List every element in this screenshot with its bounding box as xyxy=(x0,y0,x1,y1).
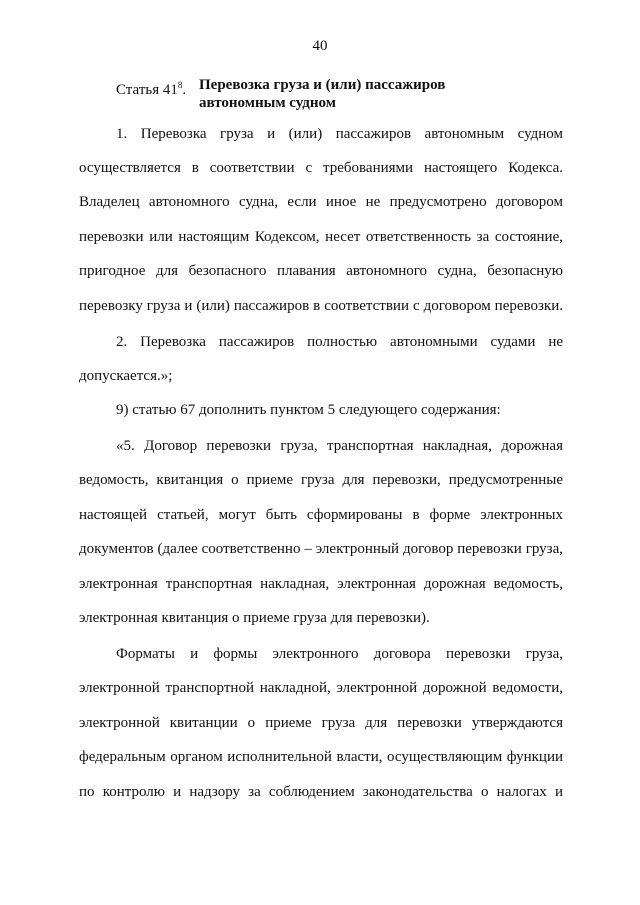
text-line: 9) статью 67 дополнить пунктом 5 следующего содержания: xyxy=(116,402,501,418)
text-line: перевозки или настоящим Кодексом, несет ответственность за состояние, xyxy=(79,229,563,245)
text-line: допускается.»; xyxy=(79,368,173,384)
text-line: Владелец автономного судна, если иное не предусмотрено договором xyxy=(79,194,563,210)
article-heading xyxy=(116,76,459,112)
text-line: перевозку груза и (или) пассажиров в соответствии с договором перевозки. xyxy=(79,298,563,314)
text-line: пригодное для безопасного плавания автономного судна, безопасную xyxy=(79,263,563,279)
text-line: 2. Перевозка пассажиров полностью автономными судами не xyxy=(116,334,563,350)
text-line: Форматы и формы электронного договора перевозки груза, xyxy=(116,646,563,662)
text-line: ведомость, квитанция о приеме груза для перевозки, предусмотренные xyxy=(79,472,563,488)
text-line: электронная квитанция о приеме груза для перевозки). xyxy=(79,610,430,626)
text-line: 1. Перевозка груза и (или) пассажиров автономным судном xyxy=(116,126,563,142)
article-label: Статья $41^8$. xyxy=(116,80,187,98)
text-line: по контролю и надзору за соблюдением законодательства о налогах и xyxy=(79,784,563,800)
text-line: документов (далее соответственно – электронный договор перевозки груза, xyxy=(79,541,563,557)
text-line: осуществляется в соответствии с требованиями настоящего Кодекса. xyxy=(79,160,563,176)
page-number: 40 xyxy=(312,38,328,54)
text-line: электронной квитанции о приеме груза для перевозки утверждаются xyxy=(79,715,563,731)
text-line: электронной транспортной накладной, электронной дорожной ведомости, xyxy=(79,680,563,696)
article-title: Перевозка груза и (или) пассажиров автономным судном xyxy=(199,77,446,111)
text-line: «5. Договор перевозки груза, транспортная накладная, дорожная xyxy=(116,438,563,454)
text-line: настоящей статьей, могут быть сформированы в форме электронных xyxy=(79,507,563,523)
text-line: федеральным органом исполнительной власти, осуществляющим функции xyxy=(79,749,563,765)
text-line: электронная транспортная накладная, электронная дорожная ведомость, xyxy=(79,576,563,592)
